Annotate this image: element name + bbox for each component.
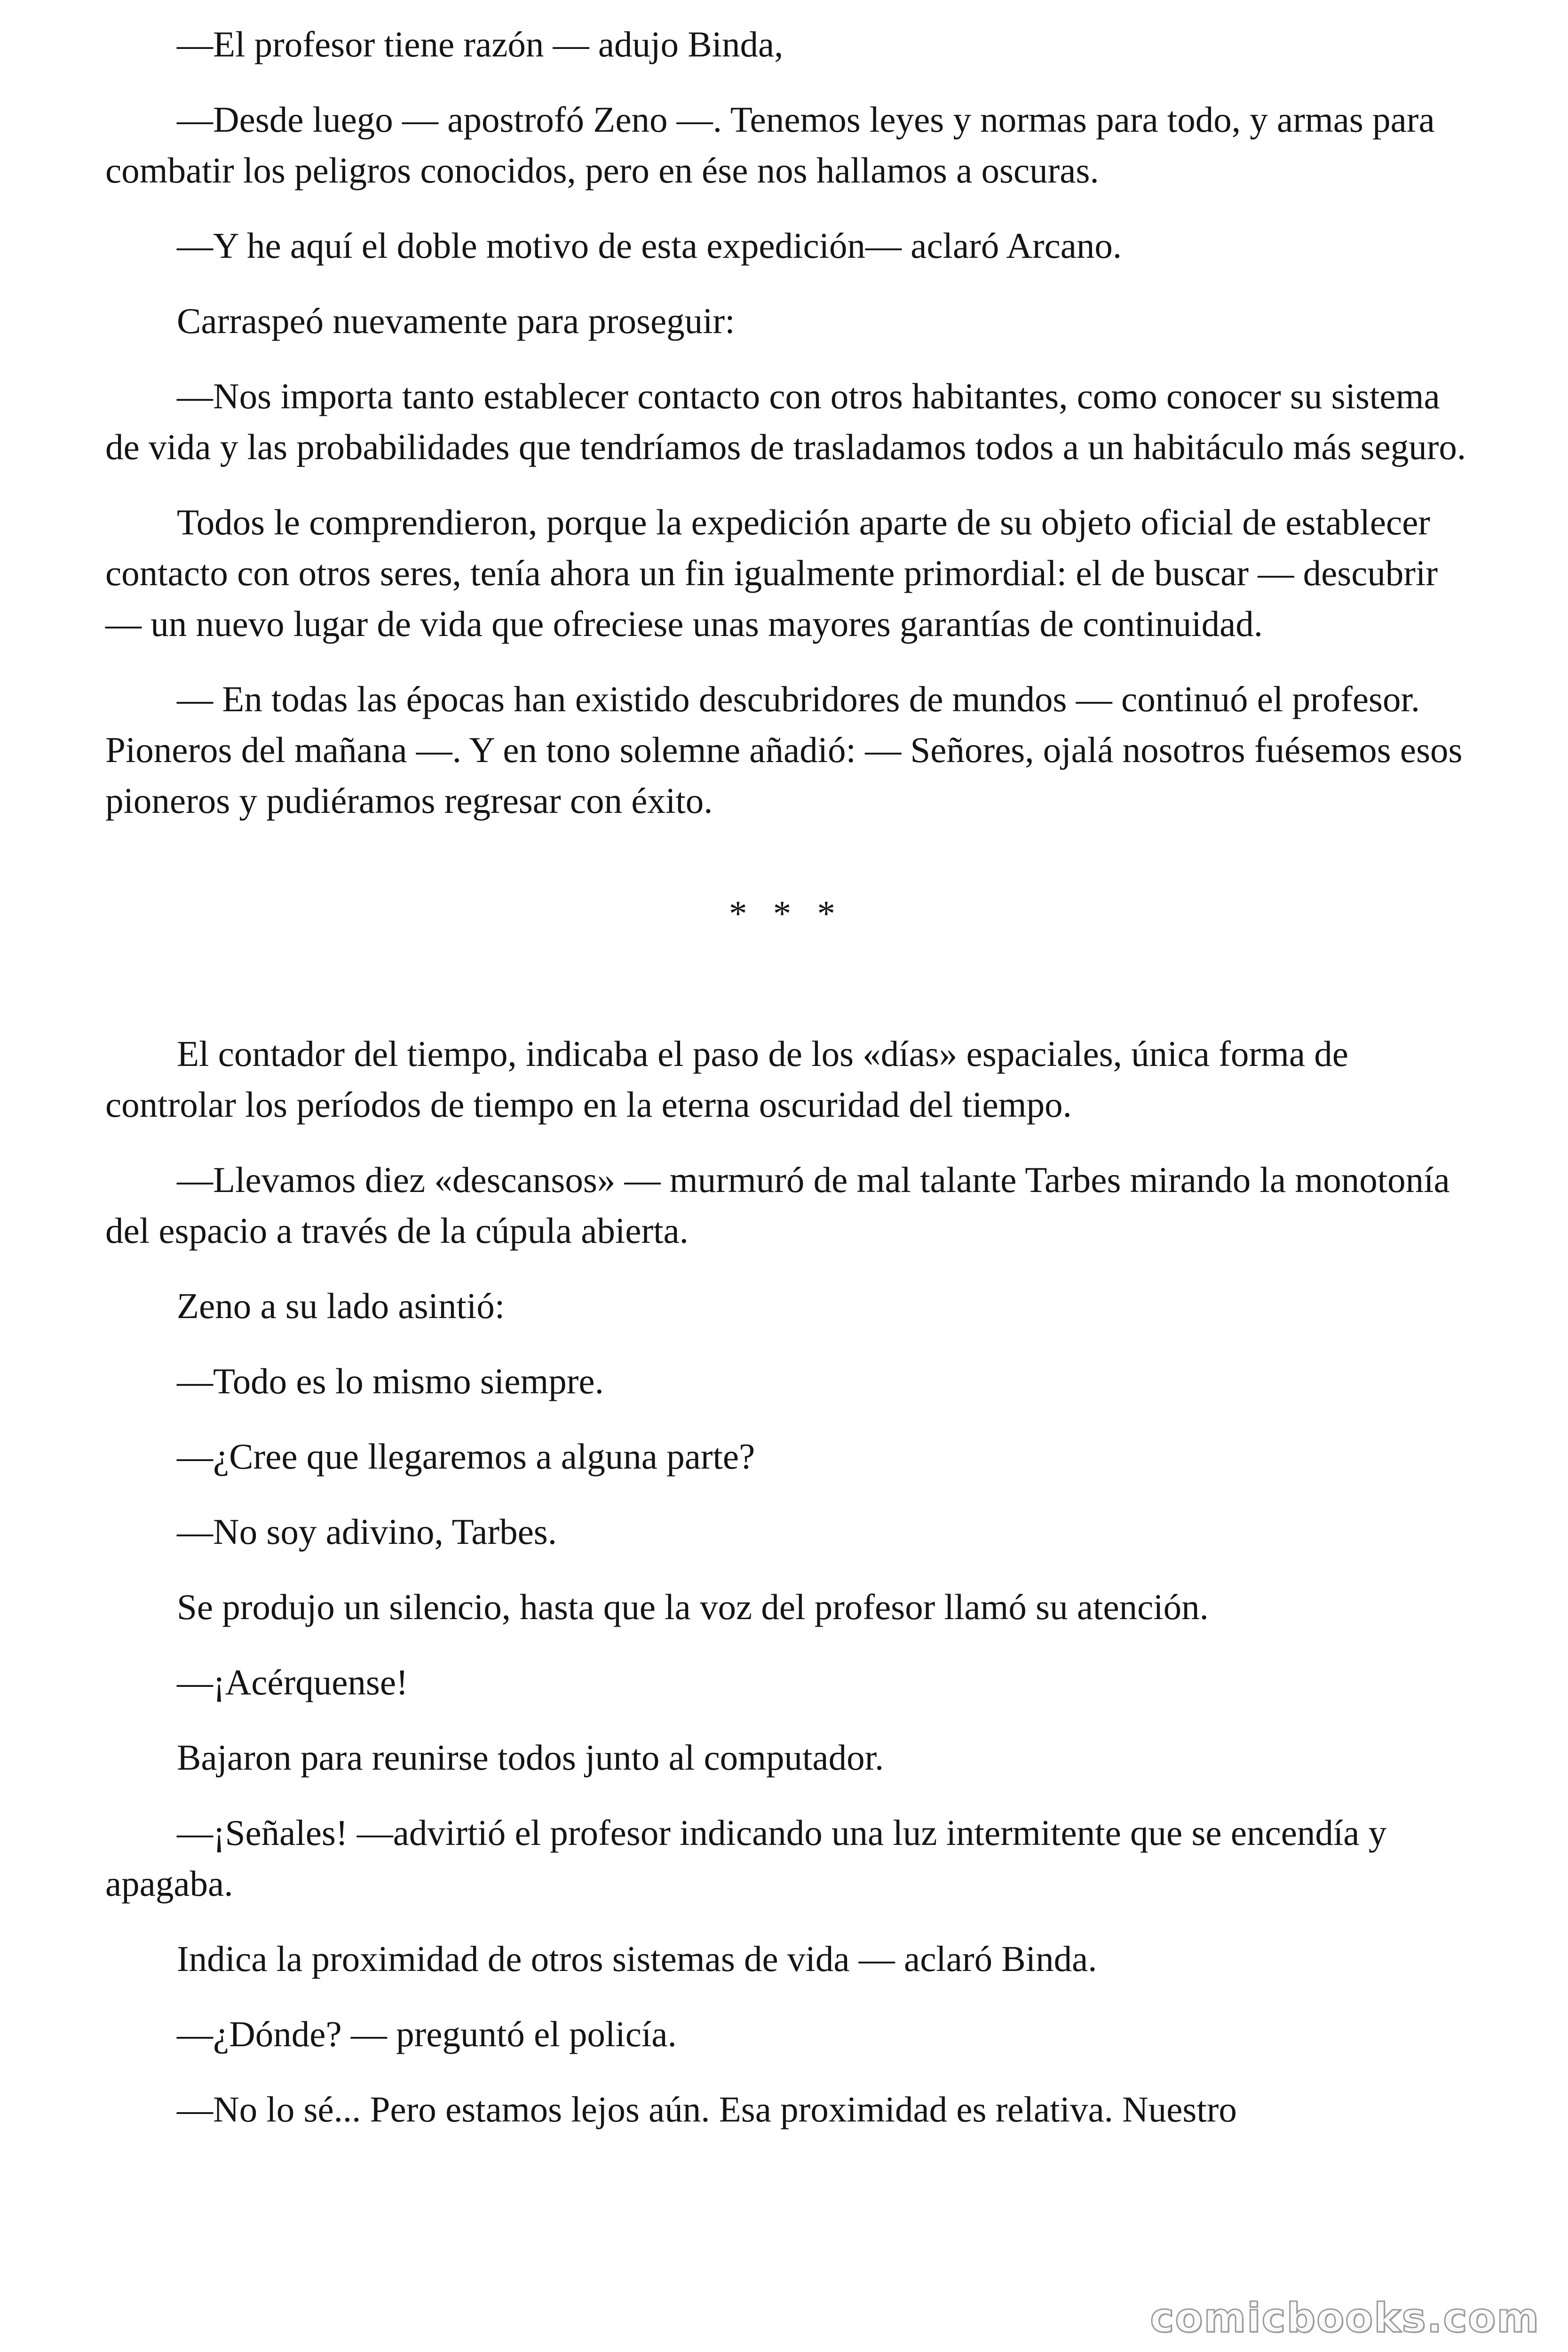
paragraph: Indica la proximidad de otros sistemas de vida — aclaró Binda. — [177, 1939, 1097, 1979]
watermark: comicbooks.com — [1150, 2295, 1540, 2342]
paragraph: —No soy adivino, Tarbes. — [177, 1511, 557, 1552]
document-page — [105, 19, 1467, 2159]
paragraph: Zeno a su lado asintió: — [177, 1286, 505, 1326]
paragraph: —Llevamos diez «descansos» — murmuró de mal talante Tarbes mirando la monotonía del espacio a través de la cúpula abierta. — [105, 1160, 1450, 1251]
paragraph: Carraspeó nuevamente para proseguir: — [177, 301, 735, 341]
paragraph: —¡Señales! —advirtió el profesor indicando una luz intermitente que se encendía y apagaba. — [105, 1812, 1387, 1904]
paragraph: —¿Cree que llegaremos a alguna parte? — [177, 1436, 755, 1477]
paragraph: Bajaron para reunirse todos junto al computador. — [177, 1737, 884, 1778]
paragraph: —Desde luego — apostrofó Zeno —. Tenemos leyes y normas para todo, y armas para combatir los peligros conocidos, pero en ése nos hallamos a oscuras. — [105, 99, 1435, 191]
paragraph: Todos le comprendieron, porque la expedición aparte de su objeto oficial de establecer contacto con otros seres, tenía ahora un fin igualmente primordial: el de buscar — descubrir — un nuevo lugar de vida que ofreciese unas mayores garantías de continuidad. — [105, 502, 1438, 644]
paragraph: — En todas las épocas han existido descubridores de mundos — continuó el profesor. Pioneros del mañana —. Y en tono solemne añadió: — Señores, ojalá nosotros fuésemos esos pioneros y pudiéramos regresar con éxito. — [105, 679, 1463, 821]
paragraph: —No lo sé... Pero estamos lejos aún. Esa proximidad es relativa. Nuestro — [177, 2089, 1237, 2130]
paragraph: Se produjo un silencio, hasta que la voz del profesor llamó su atención. — [177, 1587, 1209, 1627]
paragraph: El contador del tiempo, indicaba el paso de los «días» espaciales, única forma de controlar los períodos de tiempo en la eterna oscuridad del tiempo. — [105, 1033, 1348, 1125]
paragraph: —Nos importa tanto establecer contacto con otros habitantes, como conocer su sistema de vida y las probabilidades que tendríamos de trasladamos todos a un habitáculo más seguro. — [105, 376, 1466, 467]
paragraph: —¿Dónde? — preguntó el policía. — [177, 2014, 677, 2054]
paragraph: —El profesor tiene razón — adujo Binda, — [177, 24, 784, 64]
section-separator: * * * — [729, 893, 844, 934]
paragraph: —Todo es lo mismo siempre. — [177, 1361, 604, 1401]
paragraph: —¡Acérquense! — [177, 1662, 408, 1702]
paragraph: —Y he aquí el doble motivo de esta expedición— aclaró Arcano. — [177, 225, 1122, 266]
